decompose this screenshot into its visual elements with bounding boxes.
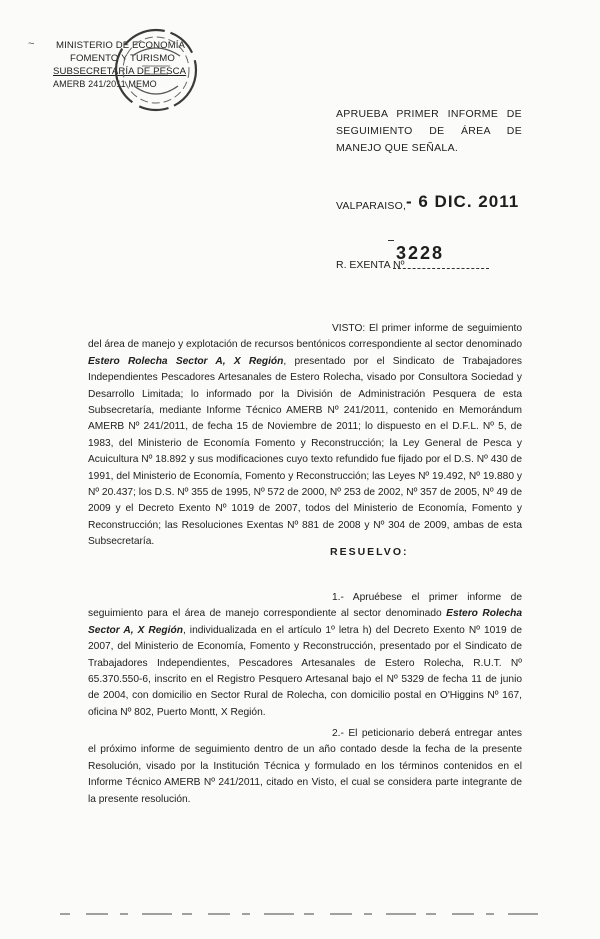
official-seal-icon xyxy=(112,26,200,114)
scan-mark: ~ xyxy=(28,38,35,50)
resolution-label: R. EXENTA Nº xyxy=(336,259,405,271)
article-2-text: próximo informe de seguimiento dentro de un año contado desde la fecha de la presente Resolución, visado por la Institución Técnica y formulado en los términos contenidos en el Informe Técnico AMERB Nº 241/2011, citado en Visto, el cual se considera parte integrante de la presente resolución. xyxy=(88,744,522,805)
reference-line: AMERB 241/2011 MEMO xyxy=(53,79,157,89)
visto-text-2: , presentado por el Sindicato de Trabajadores Independientes Pescadores Artesanales de Estero Rolecha, visado por Consultora Sociedad y Desarrollo Limitada; lo informado por la División de Administración Pesquera de esta Subsecretaría, mediante Informe Técnico AMERB Nº 241/2011, contenido en Memorándum AMERB Nº 241/2011, de fecha 15 de Noviembre de 2011; lo dispuesto en el D.F.L. Nº 5, de 1983, del Ministerio de Economía Fomento y Reconstrucción; la Ley General de Pesca y Acuicultura Nº 18.892 y sus modificaciones cuyo texto refundido fue fijado por el D.S. Nº 430 de 1991, del Ministerio de Economía, Fomento y Reconstrucción; las Leyes Nº 19.492, Nº 19.880 y Nº 20.437; los D.S. Nº 355 de 1995, Nº 572 de 2000, Nº 253 de 2002, Nº 357 de 2005, Nº 49 de 2009 y el Decreto Exento Nº 1019 de 2007, todos del Ministerio de Economía, Fomento y Reconstrucción; las Resoluciones Exentas Nº 881 de 2008 y Nº 304 de 2009, ambas de esta Subsecretaría. xyxy=(88,355,522,548)
stamp-tick xyxy=(388,240,394,241)
place-label: VALPARAISO, xyxy=(336,200,407,212)
ministry-line-2: FOMENTO Y TURISMO xyxy=(70,53,175,64)
footer-dashed-line xyxy=(60,913,540,915)
article-2-paragraph xyxy=(88,726,522,808)
visto-paragraph xyxy=(88,321,522,551)
subsecretaria-line: SUBSECRETARÍA DE PESCA xyxy=(53,66,187,77)
article-1-paragraph xyxy=(88,590,522,721)
article-1-sector-name: Estero Rolecha Sector A, X Región xyxy=(88,608,523,636)
article-2-lead: 2.- El peticionario deberá entregar antes el xyxy=(88,728,522,756)
date-stamp: - 6 DIC. 2011 xyxy=(406,192,520,211)
resolution-number: 3228 xyxy=(396,243,445,263)
resolution-underline xyxy=(393,268,489,269)
ministry-line-1: MINISTERIO DE ECONOMÍA xyxy=(56,40,186,51)
article-1-lead: 1.- Apruébese el primer informe de xyxy=(332,592,522,603)
visto-text-1: El primer informe de seguimiento del área de manejo y explotación de recursos bentónicos correspondiente al sector denominado xyxy=(88,323,522,351)
subject-summary: APRUEBA PRIMER INFORME DE SEGUIMIENTO DE ÁREA DE MANEJO QUE SEÑALA. xyxy=(336,108,522,154)
article-1-text-2: , individualizada en el artículo 1º letra h) del Decreto Exento Nº 1019 de 2007, del Ministerio de Economía, Fomento y Reconstrucción, presentado por el Sindicato de Trabajadores Independientes, Pescadores Artesanales de Estero Rolecha, R.U.T. Nº 65.370.550-6, inscrito en el Registro Pesquero Artesanal bajo el Nº 5329 de fecha 11 de junio de 2004, con domicilio en Sector Rural de Rolecha, con domicilio postal en O'Higgins Nº 167, oficina Nº 802, Puerto Montt, X Región. xyxy=(88,624,522,718)
resuelvo-heading: RESUELVO: xyxy=(330,546,409,558)
visto-sector-name: Estero Rolecha Sector A, X Región xyxy=(88,355,284,367)
visto-lead: VISTO: xyxy=(332,323,366,334)
article-1-text-1: seguimiento para el área de manejo correspondiente al sector denominado xyxy=(88,608,447,620)
